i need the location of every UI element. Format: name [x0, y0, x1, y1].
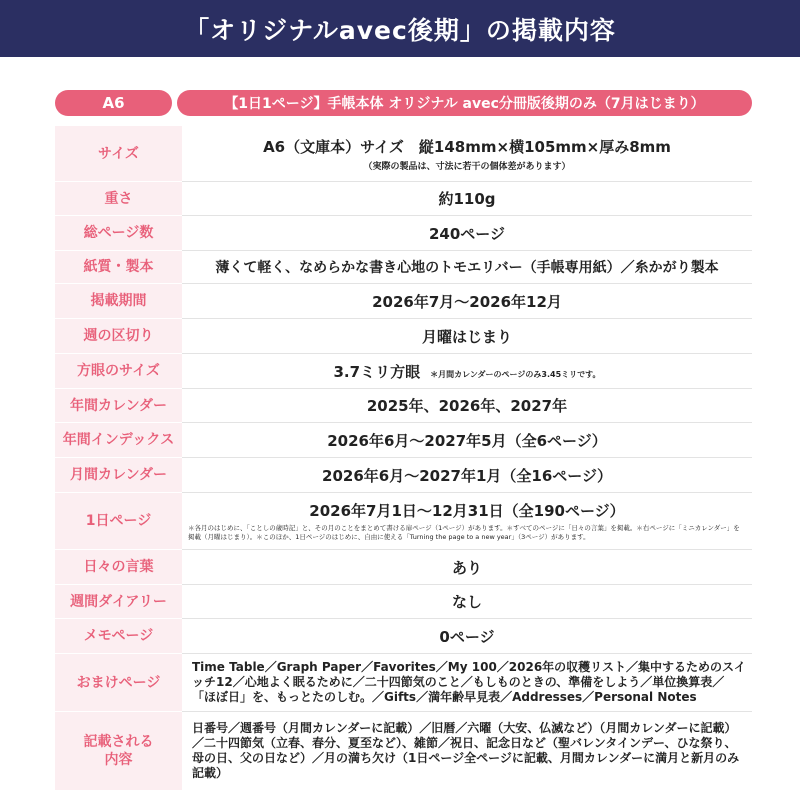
spec-row-weekly: [55, 585, 752, 619]
spec-label-text: 記載される内容: [83, 734, 154, 768]
spec-row-period: [55, 284, 752, 319]
spec-row-week-start: [55, 319, 752, 354]
spec-row-grid: [55, 354, 752, 389]
spec-value: なし: [451, 593, 482, 611]
label-row: [55, 90, 752, 116]
spec-row-contents: [55, 712, 752, 790]
spec-label: 1日ページ: [55, 493, 182, 550]
spec-row-year-calendar: [55, 389, 752, 423]
spec-value: [182, 493, 752, 549]
edition-tag: 【1日1ページ】手帳本体 オリジナル avec分冊版後期のみ（7月はじまり）: [177, 90, 752, 116]
spec-row-year-index: [55, 423, 752, 458]
spec-label: メモページ: [55, 619, 182, 654]
spec-label: 週の区切り: [55, 319, 182, 354]
spec-value: 日番号／週番号（月間カレンダーに記載）／旧暦／六曜（大安、仏滅など）（月間カレンダーに記載）／二十四節気（立春、春分、夏至など）、雑節／祝日、記念日など（聖バレンタインデー、ひな祭り、母の日、父の日など）／月の満ち欠け（1日ページ全ページに記載、月間カレンダーに満月と新月のみ記載）: [192, 721, 740, 780]
spec-value: 2026年6月〜2027年5月（全6ページ）: [327, 431, 607, 450]
spec-note: ＊各月のはじめに、「ことしの歳時記」と、その月のことをまとめて書ける扉ページ（1ページ）があります。＊すべてのページに「日々の言葉」を掲載。＊右ページに「ミニカレンダー」を掲載（月曜はじまり）。＊このほか、1日ページのはじめに、自由に使える「Turning the page to a new year」（3ページ）があります。: [188, 524, 740, 541]
spec-label: 年間カレンダー: [55, 389, 182, 423]
spec-label: 年間インデックス: [55, 423, 182, 458]
page-title-banner: [0, 0, 800, 57]
spec-row-daily: [55, 493, 752, 550]
spec-value: 約110g: [438, 190, 496, 208]
spec-note: ＊月間カレンダーのページのみ3.45ミリです。: [430, 369, 601, 379]
spec-value: [182, 354, 752, 388]
spec-row-size: [55, 126, 752, 182]
page-title: 「オリジナルavec後期」の掲載内容: [184, 15, 616, 45]
spec-value: あり: [451, 558, 482, 577]
spec-value: 2026年7月〜2026年12月: [372, 292, 562, 311]
spec-table: [55, 126, 752, 790]
spec-value: [182, 126, 752, 181]
spec-label: 紙質・製本: [55, 251, 182, 284]
spec-label: 日々の言葉: [55, 550, 182, 585]
spec-row-paper: [55, 251, 752, 284]
spec-value-text: 2026年7月1日〜12月31日（全190ページ）: [309, 502, 625, 520]
spec-value: 2026年6月〜2027年1月（全16ページ）: [322, 466, 612, 485]
spec-value: Time Table／Graph Paper／Favorites／My 100／2026年の収穫リスト／集中するためのスイッチ12／心地よく眠るために／二十四節気のこと／もしものときの、準備をしよう／単位換算表／「ほぼ日」を、もっとたのしむ。／Gifts／満年齢早見表／Addresses／Personal Notes: [192, 660, 746, 704]
spec-value: 薄くて軽く、なめらかな書き心地のトモエリバー（手帳専用紙）／糸かがり製本: [215, 260, 719, 276]
spec-label: 重さ: [55, 182, 182, 216]
spec-row-weight: [55, 182, 752, 216]
spec-row-bonus: [55, 654, 752, 712]
spec-label: 方眼のサイズ: [55, 354, 182, 389]
spec-label: [55, 712, 182, 791]
spec-value-inline: [334, 361, 601, 382]
spec-label: 総ページ数: [55, 216, 182, 251]
spec-row-quotes: [55, 550, 752, 585]
spec-row-month-calendar: [55, 458, 752, 493]
spec-value: 月曜はじまり: [421, 327, 512, 346]
spec-value-text: A6（文庫本）サイズ 縦148mm×横105mm×厚み8mm: [263, 137, 671, 156]
spec-label: 月間カレンダー: [55, 458, 182, 493]
spec-label: おまけページ: [55, 654, 182, 712]
size-tag: A6: [55, 90, 172, 116]
spec-row-pages: [55, 216, 752, 251]
spec-note: （実際の製品は、寸法に若干の個体差があります）: [363, 161, 571, 172]
spec-value: 0ページ: [439, 627, 495, 646]
spec-value-text: 3.7ミリ方眼: [333, 362, 421, 381]
spec-label: サイズ: [55, 126, 182, 182]
spec-label: 週間ダイアリー: [55, 585, 182, 619]
spec-value: 2025年、2026年、2027年: [366, 397, 568, 415]
spec-row-memo: [55, 619, 752, 654]
spec-value: 240ページ: [428, 224, 505, 243]
spec-label: 掲載期間: [55, 284, 182, 319]
